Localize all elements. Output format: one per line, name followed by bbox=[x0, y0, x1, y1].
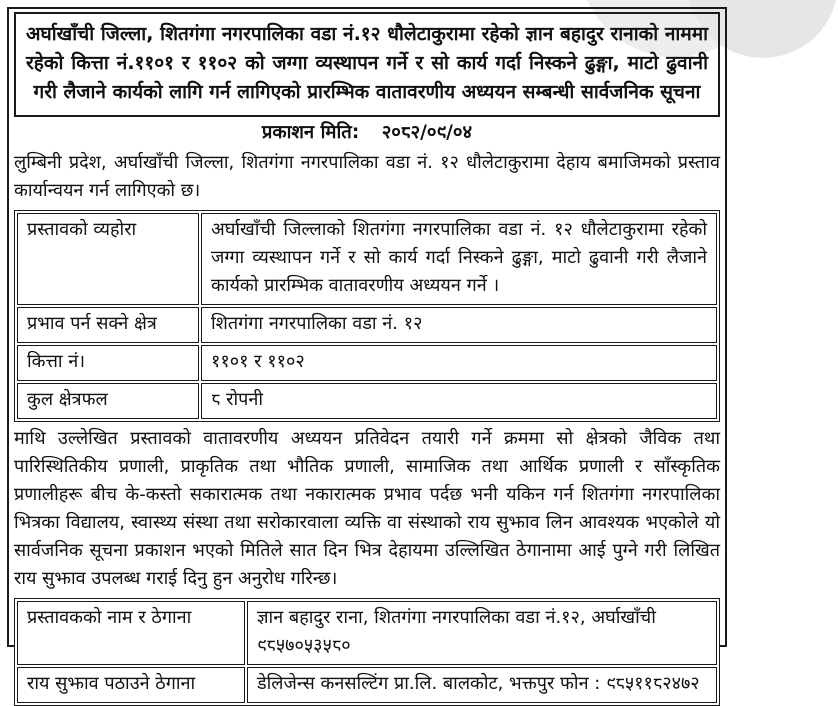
details-table bbox=[14, 210, 720, 422]
notice-border bbox=[7, 7, 727, 694]
notice-title: अर्घाखाँची जिल्ला, शितगंगा नगरपालिका वडा नं.१२ धौलेटाकुरामा रहेको ज्ञान बहादुर रानाको नाममा रहेको कित्ता नं.११०१ र ११०२ को जग्गा व्यस्थापन गर्ने र सो कार्य गर्दा निस्कने ढुङ्गा, माटो ढुवानी गरी लैजाने कार्यको लागि गर्न लागिएको प्रारम्भिक वातावरणीय अध्ययन सम्बन्धी सार्वजनिक सूचना bbox=[14, 12, 720, 117]
row-label-total-area: कुल क्षेत्रफल bbox=[17, 383, 199, 419]
publish-date-value: २०८२/०९/०४ bbox=[381, 122, 473, 143]
row-label-feedback-address: राय सुझाव पठाउने ठेगाना bbox=[17, 667, 245, 703]
row-label-proposal-description: प्रस्तावको व्यहोरा bbox=[17, 213, 199, 305]
proposer-address-text: ज्ञान बहादुर राना, शितगंगा नगरपालिका वडा नं.१२, अर्घाखाँची bbox=[257, 607, 656, 628]
row-label-affected-area: प्रभाव पर्न सक्ने क्षेत्र bbox=[17, 307, 199, 343]
table-row bbox=[17, 601, 717, 665]
row-label-kitta-number: कित्ता नं। bbox=[17, 345, 199, 381]
row-value-proposer-name-address bbox=[247, 601, 717, 665]
table-row bbox=[17, 307, 717, 343]
table-row bbox=[17, 213, 717, 305]
row-value-feedback-address: डेलिजेन्स कनसल्टिंग प्रा.लि. बालकोट, भक्तपुर फोन : ९८५११८२४७२ bbox=[247, 667, 717, 703]
row-value-affected-area: शितगंगा नगरपालिका वडा नं. १२ bbox=[201, 307, 717, 343]
table-row bbox=[17, 383, 717, 419]
publish-date-label: प्रकाशन मिति: bbox=[261, 122, 360, 143]
proposer-phone-number: ९८५७०५३५८० bbox=[257, 635, 351, 656]
body-paragraph: माथि उल्लेखित प्रस्तावको वातावरणीय अध्ययन प्रतिवेदन तयारी गर्ने क्रममा सो क्षेत्रको जैविक तथा पारिस्थितिकीय प्रणाली, प्राकृतिक तथा भौतिक प्रणाली, सामाजिक तथा आर्थिक प्रणाली र साँस्कृतिक प्रणालीहरू बीच के-कस्तो सकारात्मक तथा नकारात्मक प्रभाव पर्दछ भनी यकिन गर्न शितगंगा नगरपालिका भित्रका विद्यालय, स्वास्थ्य संस्था तथा सरोकारवाला व्यक्ति वा संस्थाको राय सुझाव लिन आवश्यक भएकोले यो सार्वजनिक सूचना प्रकाशन भएको मितिले सात दिन भित्र देहायमा उल्लिखित ठेगानामा आई पुग्ने गरी लिखित राय सुझाव उपलब्ध गराई दिनु हुन अनुरोध गरिन्छ। bbox=[14, 428, 720, 589]
row-value-total-area: ८ रोपनी bbox=[201, 383, 717, 419]
row-value-proposal-description: अर्घाखाँची जिल्लाको शितगंगा नगरपालिका वडा नं. १२ धौलेटाकुरामा रहेको जग्गा व्यस्थापन गर्ने र सो कार्य गर्दा निस्कने ढुङ्गा, माटो ढुवानी गरी लैजाने कार्यको प्रारम्भिक वातावरणीय अध्ययन गर्ने । bbox=[201, 213, 717, 305]
row-label-proposer-name-address: प्रस्तावकको नाम र ठेगाना bbox=[17, 601, 245, 665]
table-row bbox=[17, 667, 717, 703]
row-value-kitta-number: ११०१ र ११०२ bbox=[201, 345, 717, 381]
publish-date-line bbox=[14, 120, 720, 146]
contact-table bbox=[14, 598, 720, 706]
table-row bbox=[17, 345, 717, 381]
intro-paragraph: लुम्बिनी प्रदेश, अर्घाखाँची जिल्ला, शितगंगा नगरपालिका वडा नं. १२ धौलेटाकुरामा देहाय बमाजिमको प्रस्ताव कार्यान्वयन गर्न लागिएको छ। bbox=[14, 152, 720, 201]
